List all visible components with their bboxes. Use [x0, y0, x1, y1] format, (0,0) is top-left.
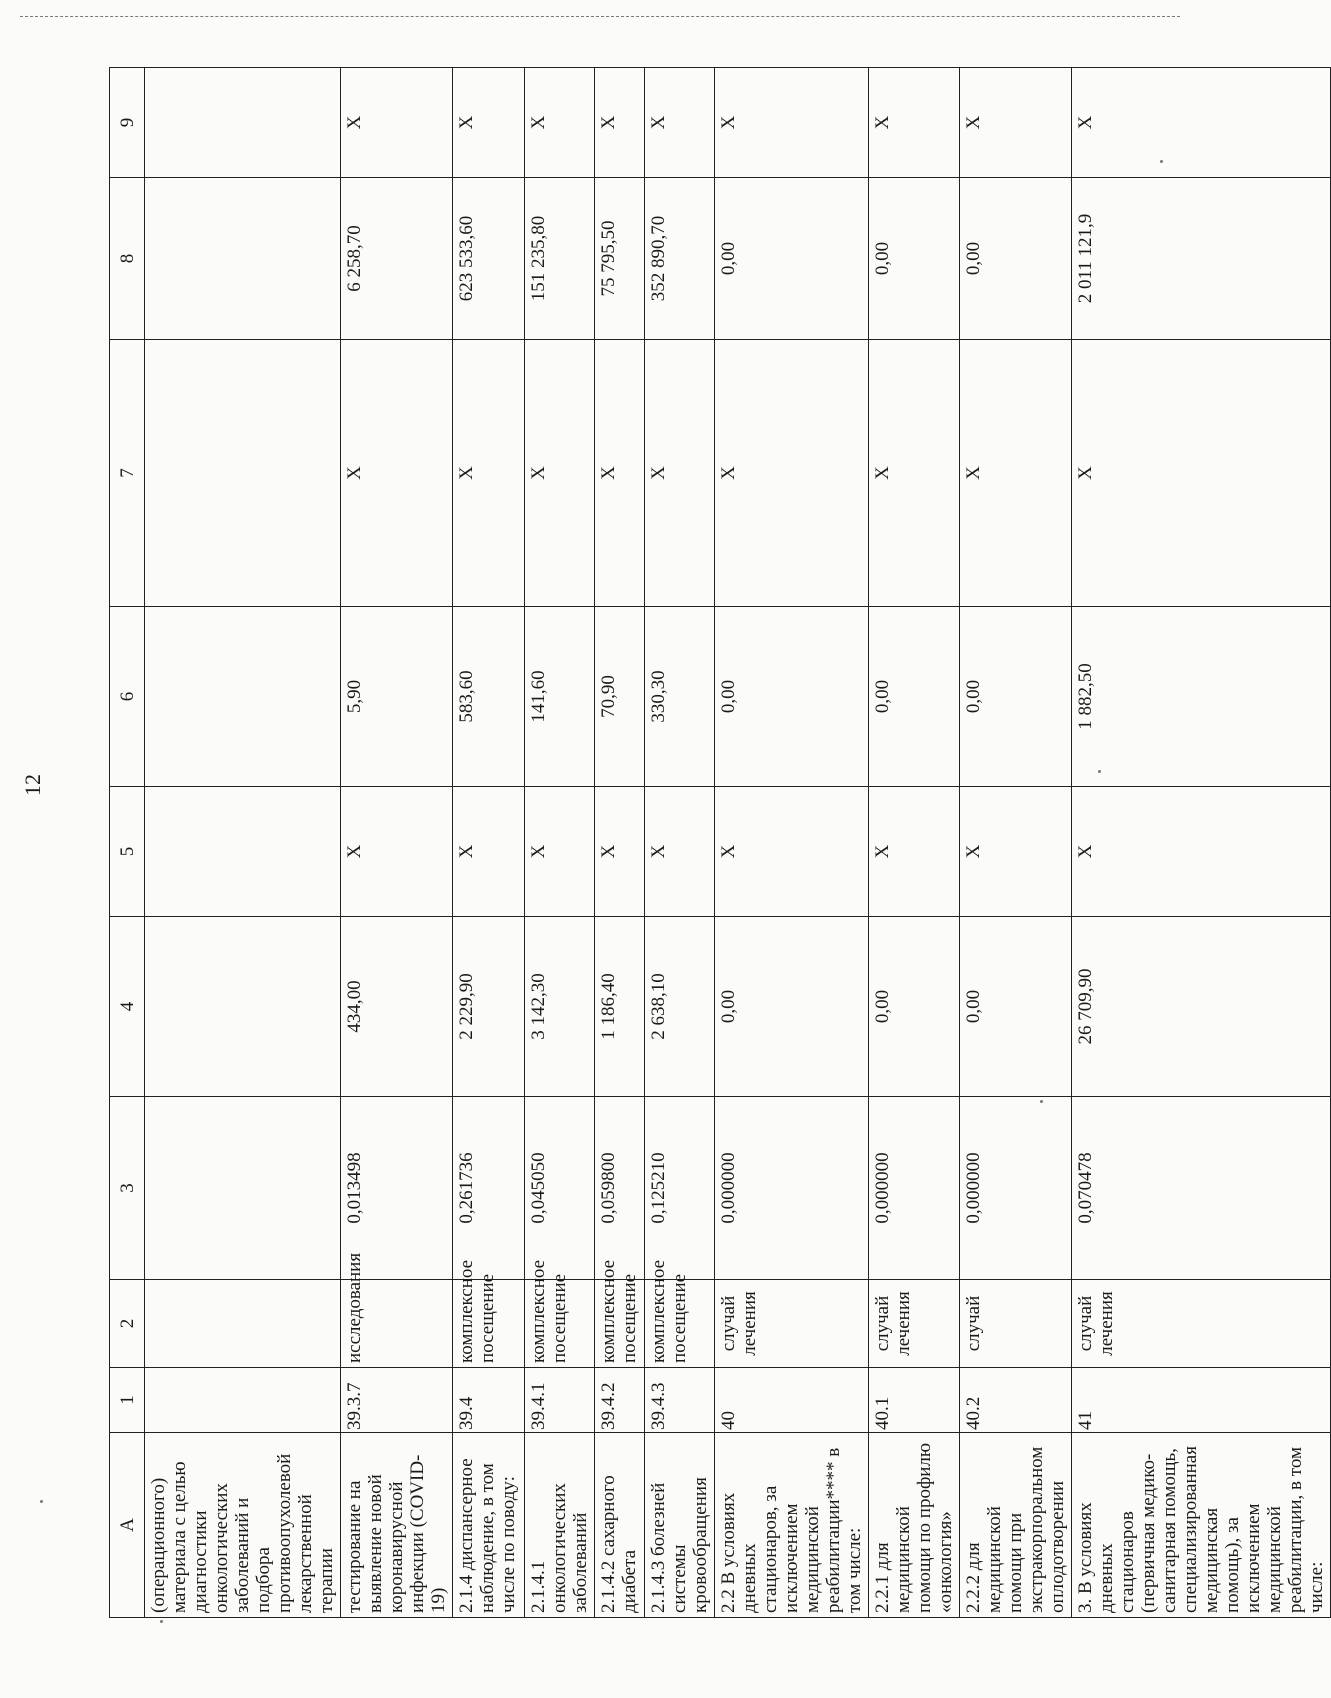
cell-col4: 0,00 — [869, 917, 960, 1097]
row-unit: комплексное посещение — [525, 1280, 595, 1368]
cell-col7: X — [341, 340, 453, 607]
cell-col6: 0,00 — [960, 607, 1072, 787]
row-unit — [145, 1280, 341, 1368]
cell-col4: 2 638,10 — [645, 917, 715, 1097]
row-label: (операционного) материала с целью диагностики онкологических заболеваний и подбора противоопухолевой лекарственной терапии — [145, 1433, 341, 1618]
cell-col8: 623 533,60 — [453, 178, 525, 340]
table-row — [1072, 68, 1331, 1618]
cell-col4: 3 142,30 — [525, 917, 595, 1097]
scan-speck — [1160, 160, 1163, 163]
scan-speck — [1040, 1100, 1043, 1103]
row-unit: комплексное посещение — [595, 1280, 645, 1368]
page-number: 12 — [20, 774, 45, 796]
row-unit: случай — [960, 1280, 1072, 1368]
cell-col8: 6 258,70 — [341, 178, 453, 340]
cell-col8: 75 795,50 — [595, 178, 645, 340]
cell-col4: 26 709,90 — [1072, 917, 1331, 1097]
cell-col3: 0,059800 — [595, 1097, 645, 1280]
header-cell: 8 — [110, 178, 145, 340]
row-unit: комплексное посещение — [453, 1280, 525, 1368]
header-cell: 2 — [110, 1280, 145, 1368]
cell-col7: X — [453, 340, 525, 607]
header-cell: 7 — [110, 340, 145, 607]
cell-col8: 0,00 — [715, 178, 869, 340]
cell-col5: X — [645, 787, 715, 917]
header-cell: 4 — [110, 917, 145, 1097]
cell-col3 — [145, 1097, 341, 1280]
row-label: 2.2.1 для медицинской помощи по профилю «онкология» — [869, 1433, 960, 1618]
header-cell: 5 — [110, 787, 145, 917]
row-label: тестирование на выявление новой коронавирусной инфекции (COVID-19) — [341, 1433, 453, 1618]
cell-col7: X — [1072, 340, 1331, 607]
cell-col6: 583,60 — [453, 607, 525, 787]
table-row — [453, 68, 525, 1618]
cell-col3: 0,000000 — [715, 1097, 869, 1280]
header-cell: 1 — [110, 1368, 145, 1433]
table-row — [960, 68, 1072, 1618]
cell-col8: 352 890,70 — [645, 178, 715, 340]
cell-col9: X — [525, 68, 595, 178]
table-row — [145, 68, 341, 1618]
header-cell: 9 — [110, 68, 145, 178]
cell-col3: 0,000000 — [869, 1097, 960, 1280]
header-cell: А — [110, 1433, 145, 1618]
cell-col6: 5,90 — [341, 607, 453, 787]
cell-col5: X — [525, 787, 595, 917]
cell-col6: 0,00 — [869, 607, 960, 787]
header-cell: 6 — [110, 607, 145, 787]
row-unit: случай лечения — [715, 1280, 869, 1368]
cell-col7: X — [869, 340, 960, 607]
cell-col9: X — [595, 68, 645, 178]
cell-col7: X — [715, 340, 869, 607]
cell-col7 — [145, 340, 341, 607]
cell-col5 — [145, 787, 341, 917]
cell-col6: 141,60 — [525, 607, 595, 787]
row-unit: исследования — [341, 1280, 453, 1368]
cell-col8 — [145, 178, 341, 340]
cell-col4 — [145, 917, 341, 1097]
table-row — [869, 68, 960, 1618]
cell-col9: X — [453, 68, 525, 178]
header-row — [110, 68, 145, 1618]
row-code: 40 — [715, 1368, 869, 1433]
row-code: 40.1 — [869, 1368, 960, 1433]
row-label: 3. В условиях дневных стационаров (первичная медико-санитарная помощь, специализированная медицинская помощь), за исключением медицинской реабилитации, в том числе: — [1072, 1433, 1331, 1618]
cell-col5: X — [453, 787, 525, 917]
table-row — [525, 68, 595, 1618]
cell-col4: 2 229,90 — [453, 917, 525, 1097]
cell-col5: X — [869, 787, 960, 917]
cell-col3: 0,070478 — [1072, 1097, 1331, 1280]
scan-speck — [160, 1620, 163, 1623]
cell-col7: X — [645, 340, 715, 607]
cell-col7: X — [595, 340, 645, 607]
cell-col8: 2 011 121,9 — [1072, 178, 1331, 340]
cell-col3: 0,125210 — [645, 1097, 715, 1280]
cell-col9: X — [960, 68, 1072, 178]
cell-col9: X — [645, 68, 715, 178]
row-code: 40.2 — [960, 1368, 1072, 1433]
row-unit: комплексное посещение — [645, 1280, 715, 1368]
table-row — [645, 68, 715, 1618]
cell-col6 — [145, 607, 341, 787]
cell-col5: X — [960, 787, 1072, 917]
cell-col3: 0,045050 — [525, 1097, 595, 1280]
cell-col8: 0,00 — [869, 178, 960, 340]
cell-col9: X — [715, 68, 869, 178]
row-label: 2.1.4 диспансерное наблюдение, в том числе по поводу: — [453, 1433, 525, 1618]
row-label: 2.1.4.1 онкологических заболеваний — [525, 1433, 595, 1618]
table-row — [341, 68, 453, 1618]
row-unit: случай лечения — [869, 1280, 960, 1368]
cell-col9 — [145, 68, 341, 178]
cell-col9: X — [341, 68, 453, 178]
cell-col4: 0,00 — [960, 917, 1072, 1097]
cell-col9: X — [869, 68, 960, 178]
cell-col3: 0,261736 — [453, 1097, 525, 1280]
cell-col4: 0,00 — [715, 917, 869, 1097]
scan-speck — [1098, 770, 1101, 773]
cell-col7: X — [960, 340, 1072, 607]
header-cell: 3 — [110, 1097, 145, 1280]
cell-col4: 434,00 — [341, 917, 453, 1097]
cell-col5: X — [1072, 787, 1331, 917]
cell-col4: 1 186,40 — [595, 917, 645, 1097]
row-code: 39.4.3 — [645, 1368, 715, 1433]
table-row — [595, 68, 645, 1618]
row-code: 39.4 — [453, 1368, 525, 1433]
row-code: 39.3.7 — [341, 1368, 453, 1433]
cell-col5: X — [595, 787, 645, 917]
cell-col6: 1 882,50 — [1072, 607, 1331, 787]
cell-col6: 330,30 — [645, 607, 715, 787]
cell-col6: 0,00 — [715, 607, 869, 787]
rotated-table-container — [109, 68, 1327, 1618]
cell-col3: 0,000000 — [960, 1097, 1072, 1280]
cell-col8: 151 235,80 — [525, 178, 595, 340]
scan-speck — [40, 1500, 43, 1503]
row-code — [145, 1368, 341, 1433]
row-label: 2.1.4.2 сахарного диабета — [595, 1433, 645, 1618]
cell-col9: X — [1072, 68, 1331, 178]
row-code: 39.4.2 — [595, 1368, 645, 1433]
tariff-table — [109, 67, 1331, 1618]
row-code: 39.4.1 — [525, 1368, 595, 1433]
cell-col5: X — [715, 787, 869, 917]
cell-col5: X — [341, 787, 453, 917]
cell-col6: 70,90 — [595, 607, 645, 787]
row-label: 2.2 В условиях дневных стационаров, за исключением медицинской реабилитации**** в том числе: — [715, 1433, 869, 1618]
row-unit: случай лечения — [1072, 1280, 1331, 1368]
cell-col8: 0,00 — [960, 178, 1072, 340]
row-label: 2.1.4.3 болезней системы кровообращения — [645, 1433, 715, 1618]
row-label: 2.2.2 для медицинской помощи при экстракорпоральном оплодотворении — [960, 1433, 1072, 1618]
table-row — [715, 68, 869, 1618]
scan-top-line — [20, 16, 1180, 17]
cell-col7: X — [525, 340, 595, 607]
row-code: 41 — [1072, 1368, 1331, 1433]
cell-col3: 0,013498 — [341, 1097, 453, 1280]
